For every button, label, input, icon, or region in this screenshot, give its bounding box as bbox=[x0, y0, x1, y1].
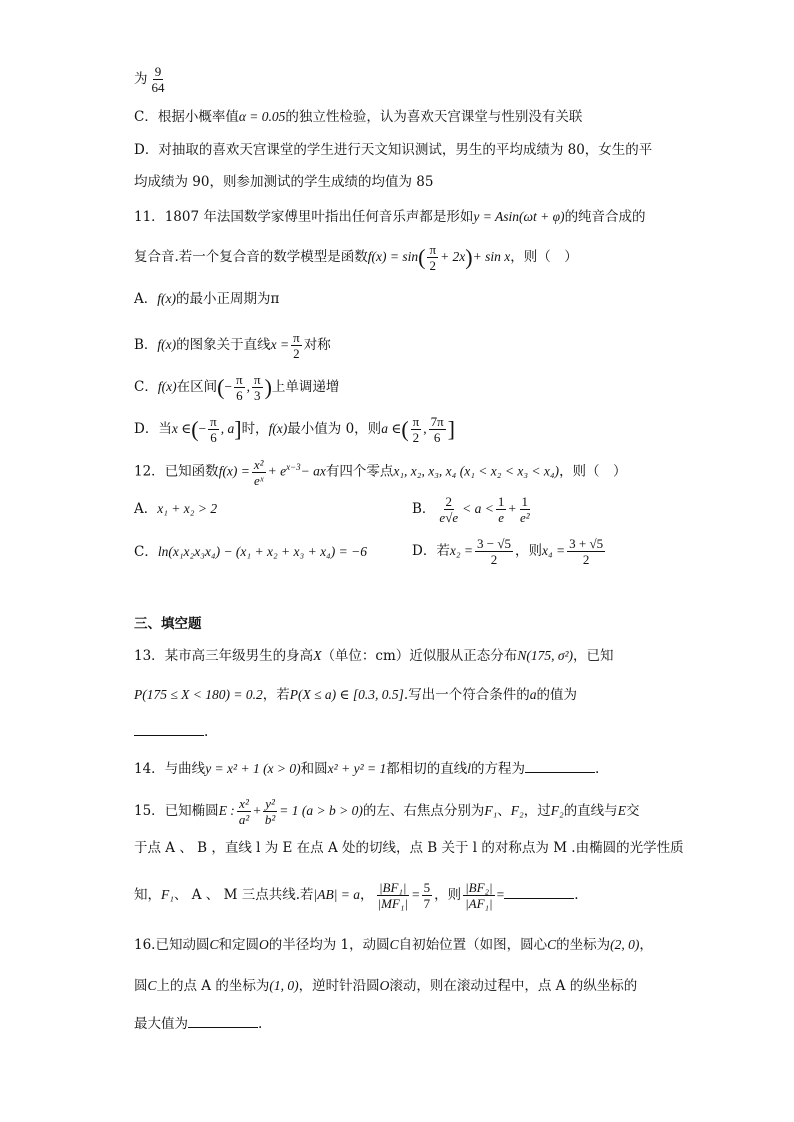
option-label: C． bbox=[134, 109, 158, 125]
option-math: x = bbox=[270, 337, 290, 352]
fraction-numerator: π bbox=[412, 414, 420, 429]
answer-blank[interactable] bbox=[504, 884, 574, 899]
q11-option-c: C．f(x)在区间(− $\frac{\pi}{6}$ , $\frac{\pi}{3}$ )上单调递增 bbox=[134, 372, 340, 403]
question-text: 的值为 bbox=[536, 687, 577, 703]
fraction bbox=[263, 796, 277, 827]
option-text: 最小值为 0，则 bbox=[287, 421, 382, 437]
q11-stem-line1 bbox=[134, 206, 646, 228]
question-text: 的半径均为 1，动圆 bbox=[268, 937, 390, 953]
question-text: ，则 bbox=[434, 887, 462, 903]
question-text: 交 bbox=[625, 803, 640, 819]
fraction-numerator: π bbox=[293, 330, 300, 345]
question-math: + e bbox=[267, 463, 287, 479]
option-text: 时， bbox=[241, 421, 269, 437]
answer-blank[interactable] bbox=[188, 1013, 258, 1028]
question-math: C bbox=[389, 937, 399, 952]
question-text: 复合音.若一个复合音的数学模型是函数 bbox=[134, 249, 368, 265]
fraction-numerator: π bbox=[253, 372, 261, 387]
fraction-denominator: eˣ bbox=[254, 472, 264, 488]
question-text: 和定圆 bbox=[218, 937, 259, 953]
equals-sign: = bbox=[411, 887, 420, 902]
fraction-denominator: 64 bbox=[151, 80, 165, 95]
question-math: x² + y² = 1 bbox=[327, 761, 387, 776]
fraction-denominator: e² bbox=[519, 510, 530, 525]
question-math: x₁, x₂, x₃, x₄ (x₁ < x₂ < x₃ < x₄) bbox=[393, 463, 560, 479]
question-text: 和圆 bbox=[300, 761, 328, 777]
question-math: y = x² + 1 (x > 0) bbox=[205, 761, 301, 776]
fraction-numerator: x² bbox=[239, 796, 249, 811]
question-number: 15． bbox=[134, 803, 165, 819]
fraction-denominator: 6 bbox=[210, 430, 217, 445]
question-text: ，则（ ） bbox=[559, 463, 627, 480]
fraction bbox=[291, 330, 302, 361]
fraction-denominator: 2 bbox=[412, 430, 420, 445]
question-text: 于点 A 、 B ，直线 l 为 E 在点 A 处的切线，点 B 关于 l 的对称点为 M .由椭圆的光学性质 bbox=[134, 840, 684, 856]
q16-line1 bbox=[134, 934, 653, 956]
question-text: （单位：cm）近似服从正态分布 bbox=[321, 648, 518, 664]
option-math: x₁ + x₂ > 2 bbox=[157, 501, 218, 516]
option-label: B． bbox=[412, 501, 436, 517]
option-label: D． bbox=[412, 543, 437, 559]
q13-line1 bbox=[134, 645, 614, 667]
option-math: f(x) bbox=[157, 291, 176, 306]
option-label: C． bbox=[134, 379, 158, 395]
q10-option-d-line1 bbox=[134, 139, 652, 161]
option-math: f(x) bbox=[268, 421, 288, 436]
fraction-denominator: 6 bbox=[433, 430, 441, 445]
fraction bbox=[518, 494, 532, 525]
option-label: D． bbox=[134, 142, 159, 158]
question-math: E bbox=[617, 803, 626, 818]
question-math: (2, 0) bbox=[610, 937, 640, 952]
question-text: 已知函数 bbox=[164, 463, 219, 480]
q12-stem bbox=[134, 456, 627, 488]
fraction bbox=[475, 536, 513, 567]
fraction-denominator: 2 bbox=[582, 552, 590, 567]
question-text: 最大值为 bbox=[134, 1016, 188, 1032]
fraction-numerator: 2 bbox=[445, 494, 453, 509]
answer-fraction-line bbox=[134, 64, 169, 95]
question-text: ，已知 bbox=[573, 648, 614, 664]
question-math: F₂ bbox=[550, 803, 564, 818]
option-label: D． bbox=[134, 421, 159, 437]
question-math: = 1 (a > b > 0) bbox=[279, 803, 363, 818]
q11-option-a bbox=[134, 288, 279, 310]
fraction bbox=[463, 880, 495, 911]
q12-option-a bbox=[134, 498, 217, 520]
question-math: − ax bbox=[300, 463, 326, 479]
question-math: O bbox=[379, 978, 390, 993]
fraction-numerator: x² bbox=[253, 456, 264, 472]
q13-line2 bbox=[134, 684, 577, 706]
fraction-denominator: b² bbox=[264, 812, 276, 827]
question-text: 的左、右焦点分别为 bbox=[362, 803, 485, 819]
question-math: f(x) = bbox=[218, 463, 250, 479]
question-math: E : bbox=[218, 803, 235, 818]
fraction-denominator: 2 bbox=[429, 258, 437, 273]
fraction bbox=[496, 494, 507, 525]
q10-option-c bbox=[134, 106, 582, 128]
fraction-numerator: π bbox=[210, 414, 217, 429]
option-math: x ∈ bbox=[171, 421, 192, 436]
option-text: 对抽取的喜欢天宫课堂的学生进行天文知识测试，男生的平均成绩为 80，女生的平 bbox=[158, 142, 653, 158]
q10-option-d-line2 bbox=[134, 171, 433, 193]
question-text: 的方程为 bbox=[471, 761, 525, 777]
fraction-9-64 bbox=[150, 64, 167, 95]
q16-line2 bbox=[134, 975, 637, 997]
question-math: (1, 0) bbox=[269, 978, 299, 993]
question-math: F₁ bbox=[161, 887, 174, 902]
question-number: 14． bbox=[134, 761, 165, 777]
question-text: 某市高三年级男生的身高 bbox=[164, 648, 314, 664]
fraction-denominator: 7 bbox=[423, 896, 431, 911]
question-math: C bbox=[147, 978, 157, 993]
fraction-numerator: 1 bbox=[521, 494, 529, 509]
option-text: 均成绩为 90，则参加测试的学生成绩的均值为 85 bbox=[134, 174, 434, 190]
question-text: 的纯音合成的 bbox=[564, 209, 646, 225]
fraction bbox=[376, 880, 410, 911]
question-text: 、 bbox=[497, 803, 511, 819]
option-label: B． bbox=[134, 337, 158, 353]
option-math: , a bbox=[220, 421, 235, 436]
question-math: C bbox=[209, 937, 219, 952]
fraction-numerator: 7π bbox=[430, 414, 444, 429]
q14-line bbox=[134, 758, 599, 780]
fraction bbox=[422, 880, 433, 911]
option-math: a ∈ bbox=[381, 421, 402, 436]
fraction-denominator: |MF₁| bbox=[377, 896, 408, 911]
option-math: x₄ = bbox=[541, 543, 566, 558]
question-text: ， bbox=[360, 887, 374, 903]
question-text: ，则（ ） bbox=[510, 249, 578, 265]
fraction bbox=[252, 372, 263, 403]
fraction bbox=[237, 796, 251, 827]
question-text: 知， bbox=[134, 887, 161, 903]
option-text: 当 bbox=[158, 421, 172, 437]
question-text: 的直线与 bbox=[563, 803, 618, 819]
question-math: C bbox=[547, 937, 557, 952]
option-text: 根据小概率值 bbox=[157, 109, 239, 125]
fraction-numerator: y² bbox=[265, 796, 275, 811]
q11-stem-line2: 复合音.若一个复合音的数学模型是函数f(x) = sin( $\frac{\pi}{2}$ + 2x)+ sin x，则（ ） bbox=[134, 242, 578, 273]
fraction-numerator: 9 bbox=[154, 64, 162, 79]
fraction-denominator: a² bbox=[238, 812, 250, 827]
option-text: ，则 bbox=[514, 543, 542, 559]
fraction-numerator: π bbox=[429, 242, 437, 257]
fraction bbox=[437, 494, 460, 525]
fraction-numerator: π bbox=[236, 372, 243, 387]
fraction-denominator: 2 bbox=[490, 552, 498, 567]
question-math: a bbox=[529, 687, 537, 702]
fraction-numerator: |BF₂| bbox=[465, 880, 493, 895]
fraction-denominator: e bbox=[498, 510, 504, 525]
question-math: N(175, σ²) bbox=[517, 648, 574, 663]
option-label: A． bbox=[134, 501, 158, 517]
question-text: 都相切的直线 bbox=[386, 761, 468, 777]
plus-sign: + bbox=[253, 803, 261, 818]
q15-line1 bbox=[134, 796, 639, 827]
fraction bbox=[567, 536, 605, 567]
question-text: 、 A 、 M 三点共线.若 bbox=[173, 887, 314, 903]
question-math: P(175 ≤ X < 180) = 0.2 bbox=[134, 687, 263, 702]
question-text: 1807 年法国数学家傅里叶指出任何音乐声都是形如 bbox=[164, 209, 474, 225]
fraction bbox=[429, 414, 446, 445]
question-math: F₁ bbox=[484, 803, 498, 818]
fraction-denominator: 6 bbox=[236, 388, 243, 403]
question-text: . bbox=[204, 724, 209, 740]
prefix-text: 为 bbox=[134, 71, 148, 87]
question-text: . bbox=[258, 1016, 263, 1032]
question-math: f(x) = sin bbox=[367, 249, 419, 264]
fraction bbox=[252, 457, 266, 488]
option-text: 若 bbox=[436, 543, 450, 559]
fraction-denominator: 3 bbox=[254, 388, 261, 403]
equals-sign: = bbox=[496, 887, 505, 902]
fraction-numerator: |BF₁| bbox=[378, 880, 407, 895]
section-heading: 三、填空题 bbox=[134, 616, 202, 632]
question-text: 有四个零点 bbox=[325, 463, 394, 480]
question-text: ，过 bbox=[523, 803, 551, 819]
question-math: y = Asin(ωt + φ) bbox=[473, 209, 565, 224]
q13-line3 bbox=[134, 721, 208, 743]
question-math: |AB| = a bbox=[313, 887, 361, 902]
option-label: A． bbox=[134, 291, 158, 307]
question-text: 的坐标为 bbox=[556, 937, 611, 953]
q12-option-b bbox=[412, 494, 534, 525]
fraction bbox=[234, 372, 245, 403]
fraction-numerator: 5 bbox=[423, 880, 431, 895]
question-text: ，若 bbox=[262, 687, 290, 703]
question-math: O bbox=[259, 937, 269, 952]
question-math: + sin x bbox=[472, 249, 511, 264]
question-math: l bbox=[467, 761, 471, 776]
option-text: 在区间 bbox=[176, 379, 218, 395]
question-math: + 2x bbox=[440, 249, 466, 264]
option-math: x₂ = bbox=[449, 543, 473, 558]
q12-option-c bbox=[134, 541, 367, 563]
question-math: P(X ≤ a) ∈ [0.3, 0.5] bbox=[289, 687, 404, 702]
option-text: 的图象关于直线 bbox=[176, 337, 271, 353]
question-text: . bbox=[595, 761, 600, 777]
question-text: ，逆时针沿圆 bbox=[298, 978, 380, 994]
fraction bbox=[411, 414, 422, 445]
option-math: f(x) bbox=[157, 337, 177, 352]
q12-option-d bbox=[412, 536, 607, 567]
fraction-denominator: |AF₁| bbox=[465, 896, 493, 911]
answer-blank[interactable] bbox=[134, 721, 204, 736]
option-math: ln(x₁x₂x₃x₄) − (x₁ + x₂ + x₃ + x₄) = −6 bbox=[157, 544, 367, 559]
question-text: 自初始位置（如图，圆心 bbox=[398, 937, 548, 953]
fraction-numerator: 3 + √5 bbox=[569, 536, 604, 551]
q16-line3 bbox=[134, 1013, 262, 1035]
question-number: 16. bbox=[134, 937, 156, 953]
option-text: 上单调递增 bbox=[271, 379, 340, 395]
question-text: 滚动，则在滚动过程中，点 A 的纵坐标的 bbox=[389, 978, 638, 994]
question-text: . bbox=[574, 887, 579, 903]
answer-blank[interactable] bbox=[525, 758, 595, 773]
option-label: C． bbox=[134, 544, 158, 560]
q11-option-b bbox=[134, 330, 331, 361]
question-text: 圆 bbox=[134, 978, 148, 994]
question-text: 与曲线 bbox=[164, 761, 206, 777]
question-number: 12． bbox=[134, 463, 165, 480]
q15-line2 bbox=[134, 837, 684, 859]
fraction-numerator: 3 − √5 bbox=[477, 536, 511, 551]
question-text: ， bbox=[639, 937, 653, 953]
question-text: 上的点 A 的坐标为 bbox=[156, 978, 270, 994]
option-math: < a < bbox=[462, 501, 494, 516]
question-math: F₂ bbox=[510, 803, 524, 818]
exponent: x−3 bbox=[286, 462, 301, 472]
option-text: 对称 bbox=[303, 337, 331, 353]
option-math: α = 0.05 bbox=[238, 109, 286, 124]
q15-line3 bbox=[134, 880, 579, 911]
fraction bbox=[208, 414, 219, 445]
question-text: 已知动圆 bbox=[155, 937, 210, 953]
plus-sign: + bbox=[508, 501, 516, 516]
fraction bbox=[427, 242, 438, 273]
question-math: X bbox=[313, 648, 322, 663]
option-text: 的最小正周期为π bbox=[175, 291, 280, 307]
question-text: 已知椭圆 bbox=[164, 803, 219, 819]
option-math: f(x) bbox=[157, 379, 177, 394]
fraction-denominator: 2 bbox=[293, 346, 300, 361]
q11-option-d: D．当x ∈(− $\frac{\pi}{6}$ , a]时，f(x)最小值为 0，则a ∈( $\frac{\pi}{2}$ , $\frac{7\pi}{6}$ ] bbox=[134, 414, 455, 445]
fraction-numerator: 1 bbox=[497, 494, 505, 509]
question-text: .写出一个符合条件的 bbox=[403, 687, 530, 703]
fraction-denominator: e√e bbox=[439, 510, 459, 525]
question-number: 11． bbox=[134, 209, 165, 225]
question-number: 13． bbox=[134, 648, 165, 664]
option-text: 的独立性检验，认为喜欢天宫课堂与性别没有关联 bbox=[285, 109, 583, 125]
